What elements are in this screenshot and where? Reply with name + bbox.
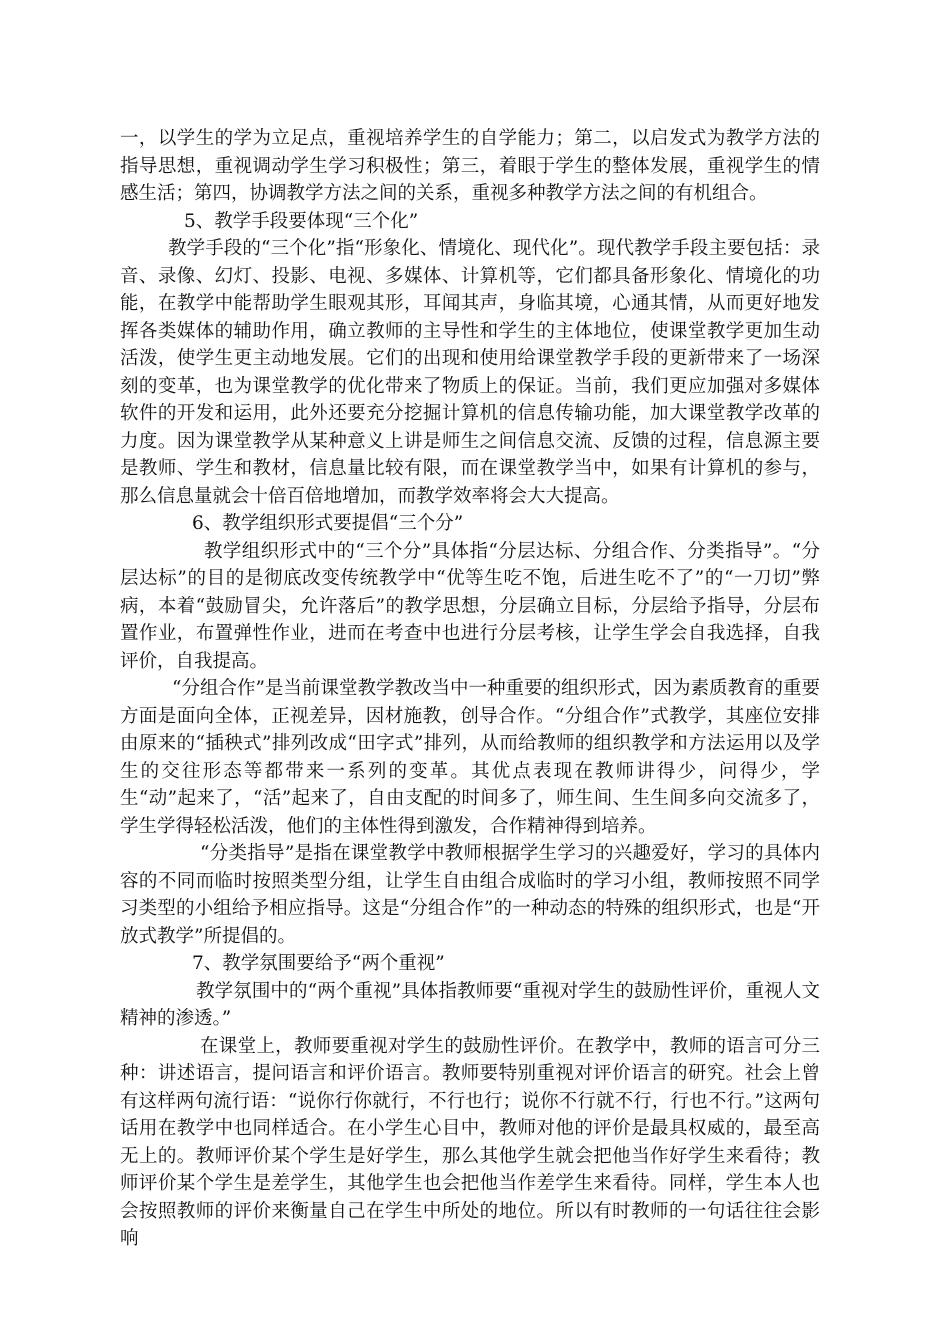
section-heading-5: 5、教学手段要体现“三个化” bbox=[184, 210, 419, 232]
body-paragraph: 教学手段的“三个化”指“形象化、情境化、现代化”。现代教学手段主要包括：录音、录像、幻灯、投影、电视、多媒体、计算机等，它们都具备形象化、情境化的功能，在教学中能帮助学生眼观其形，耳闻其声，身临其境，心通其情，从而更好地发挥各类媒体的辅助作用，确立教师的主导性和学生的主体地位，使课堂教学更加生动活泼，使学生更主动地发展。它们的出现和使用给课堂教学手段的更新带来了一场深刻的变革，也为课堂教学的优化带来了物质上的保证。当前，我们更应加强对多媒体软件的开发和运用，此外还要充分挖掘计算机的信息传输功能，加大课堂教学改革的力度。因为课堂教学从某种意义上讲是师生之间信息交流、反馈的过程，信息源主要是教师、学生和教材，信息量比较有限，而在课堂教学当中，如果有计算机的参与，那么信息量就会十倍百倍地增加，而教学效率将会大大提高。 bbox=[120, 238, 820, 507]
body-paragraph: 教学氛围中的“两个重视”具体指教师要“重视对学生的鼓励性评价，重视人文精神的渗透。” bbox=[120, 980, 820, 1029]
body-paragraph: 教学组织形式中的“三个分”具体指“分层达标、分组合作、分类指导”。“分层达标”的目的是彻底改变传统教学中“优等生吃不饱，后进生吃不了”的“一刀切”弊病，本着“鼓励冒尖，允许落后”的教学思想，分层确立目标，分层给予指导，分层布置作业，布置弹性作业，进而在考查中也进行分层考核，让学生学会自我选择，自我评价，自我提高。 bbox=[120, 540, 820, 672]
body-paragraph: “分类指导”是指在课堂教学中教师根据学生学习的兴趣爱好，学习的具体内容的不同而临时按照类型分组，让学生自由组合成临时的学习小组，教师按照不同学习类型的小组给予相应指导。这是“分组合作”的一种动态的特殊的组织形式，也是“开放式教学”所提倡的。 bbox=[120, 843, 820, 947]
body-paragraph: 一，以学生的学为立足点，重视培养学生的自学能力；第二，以启发式为教学方法的指导思想，重视调动学生学习积极性；第三，着眼于学生的整体发展，重视学生的情感生活；第四，协调教学方法之间的关系，重视多种教学方法之间的有机组合。 bbox=[120, 128, 820, 204]
document-body bbox=[120, 125, 820, 1253]
body-paragraph: 在课堂上，教师要重视对学生的鼓励性评价。在教学中，教师的语言可分三种：讲述语言，提问语言和评价语言。教师要特别重视对评价语言的研究。社会上曾有这样两句流行语：“说你行你就行，不行也行；说你不行就不行，行也不行。”这两句话用在教学中也同样适合。在小学生心目中，教师对他的评价是最具权威的，最至高无上的。教师评价某个学生是好学生，那么其他学生就会把他当作好学生来看待；教师评价某个学生是差学生，其他学生也会把他当作差学生来看待。同样，学生本人也会按照教师的评价来衡量自己在学生中所处的地位。所以有时教师的一句话往往会影响 bbox=[120, 1035, 820, 1249]
section-heading-7: 7、教学氛围要给予“两个重视” bbox=[192, 953, 445, 974]
body-paragraph: “分组合作”是当前课堂教学教改当中一种重要的组织形式，因为素质教育的重要方面是面向全体，正视差异，因材施教，创导合作。“分组合作”式教学，其座位安排由原来的“插秧式”排列改成“田字式”排列，从而给教师的组织教学和方法运用以及学生的交往形态等都带来一系列的变革。其优点表现在教师讲得少，问得少，学生“动”起来了，“活”起来了，自由支配的时间多了，师生间、生生间多向交流多了，学生学得轻松活泼，他们的主体性得到激发，合作精神得到培养。 bbox=[120, 678, 820, 837]
section-heading-6: 6、教学组织形式要提倡“三个分” bbox=[192, 513, 464, 534]
